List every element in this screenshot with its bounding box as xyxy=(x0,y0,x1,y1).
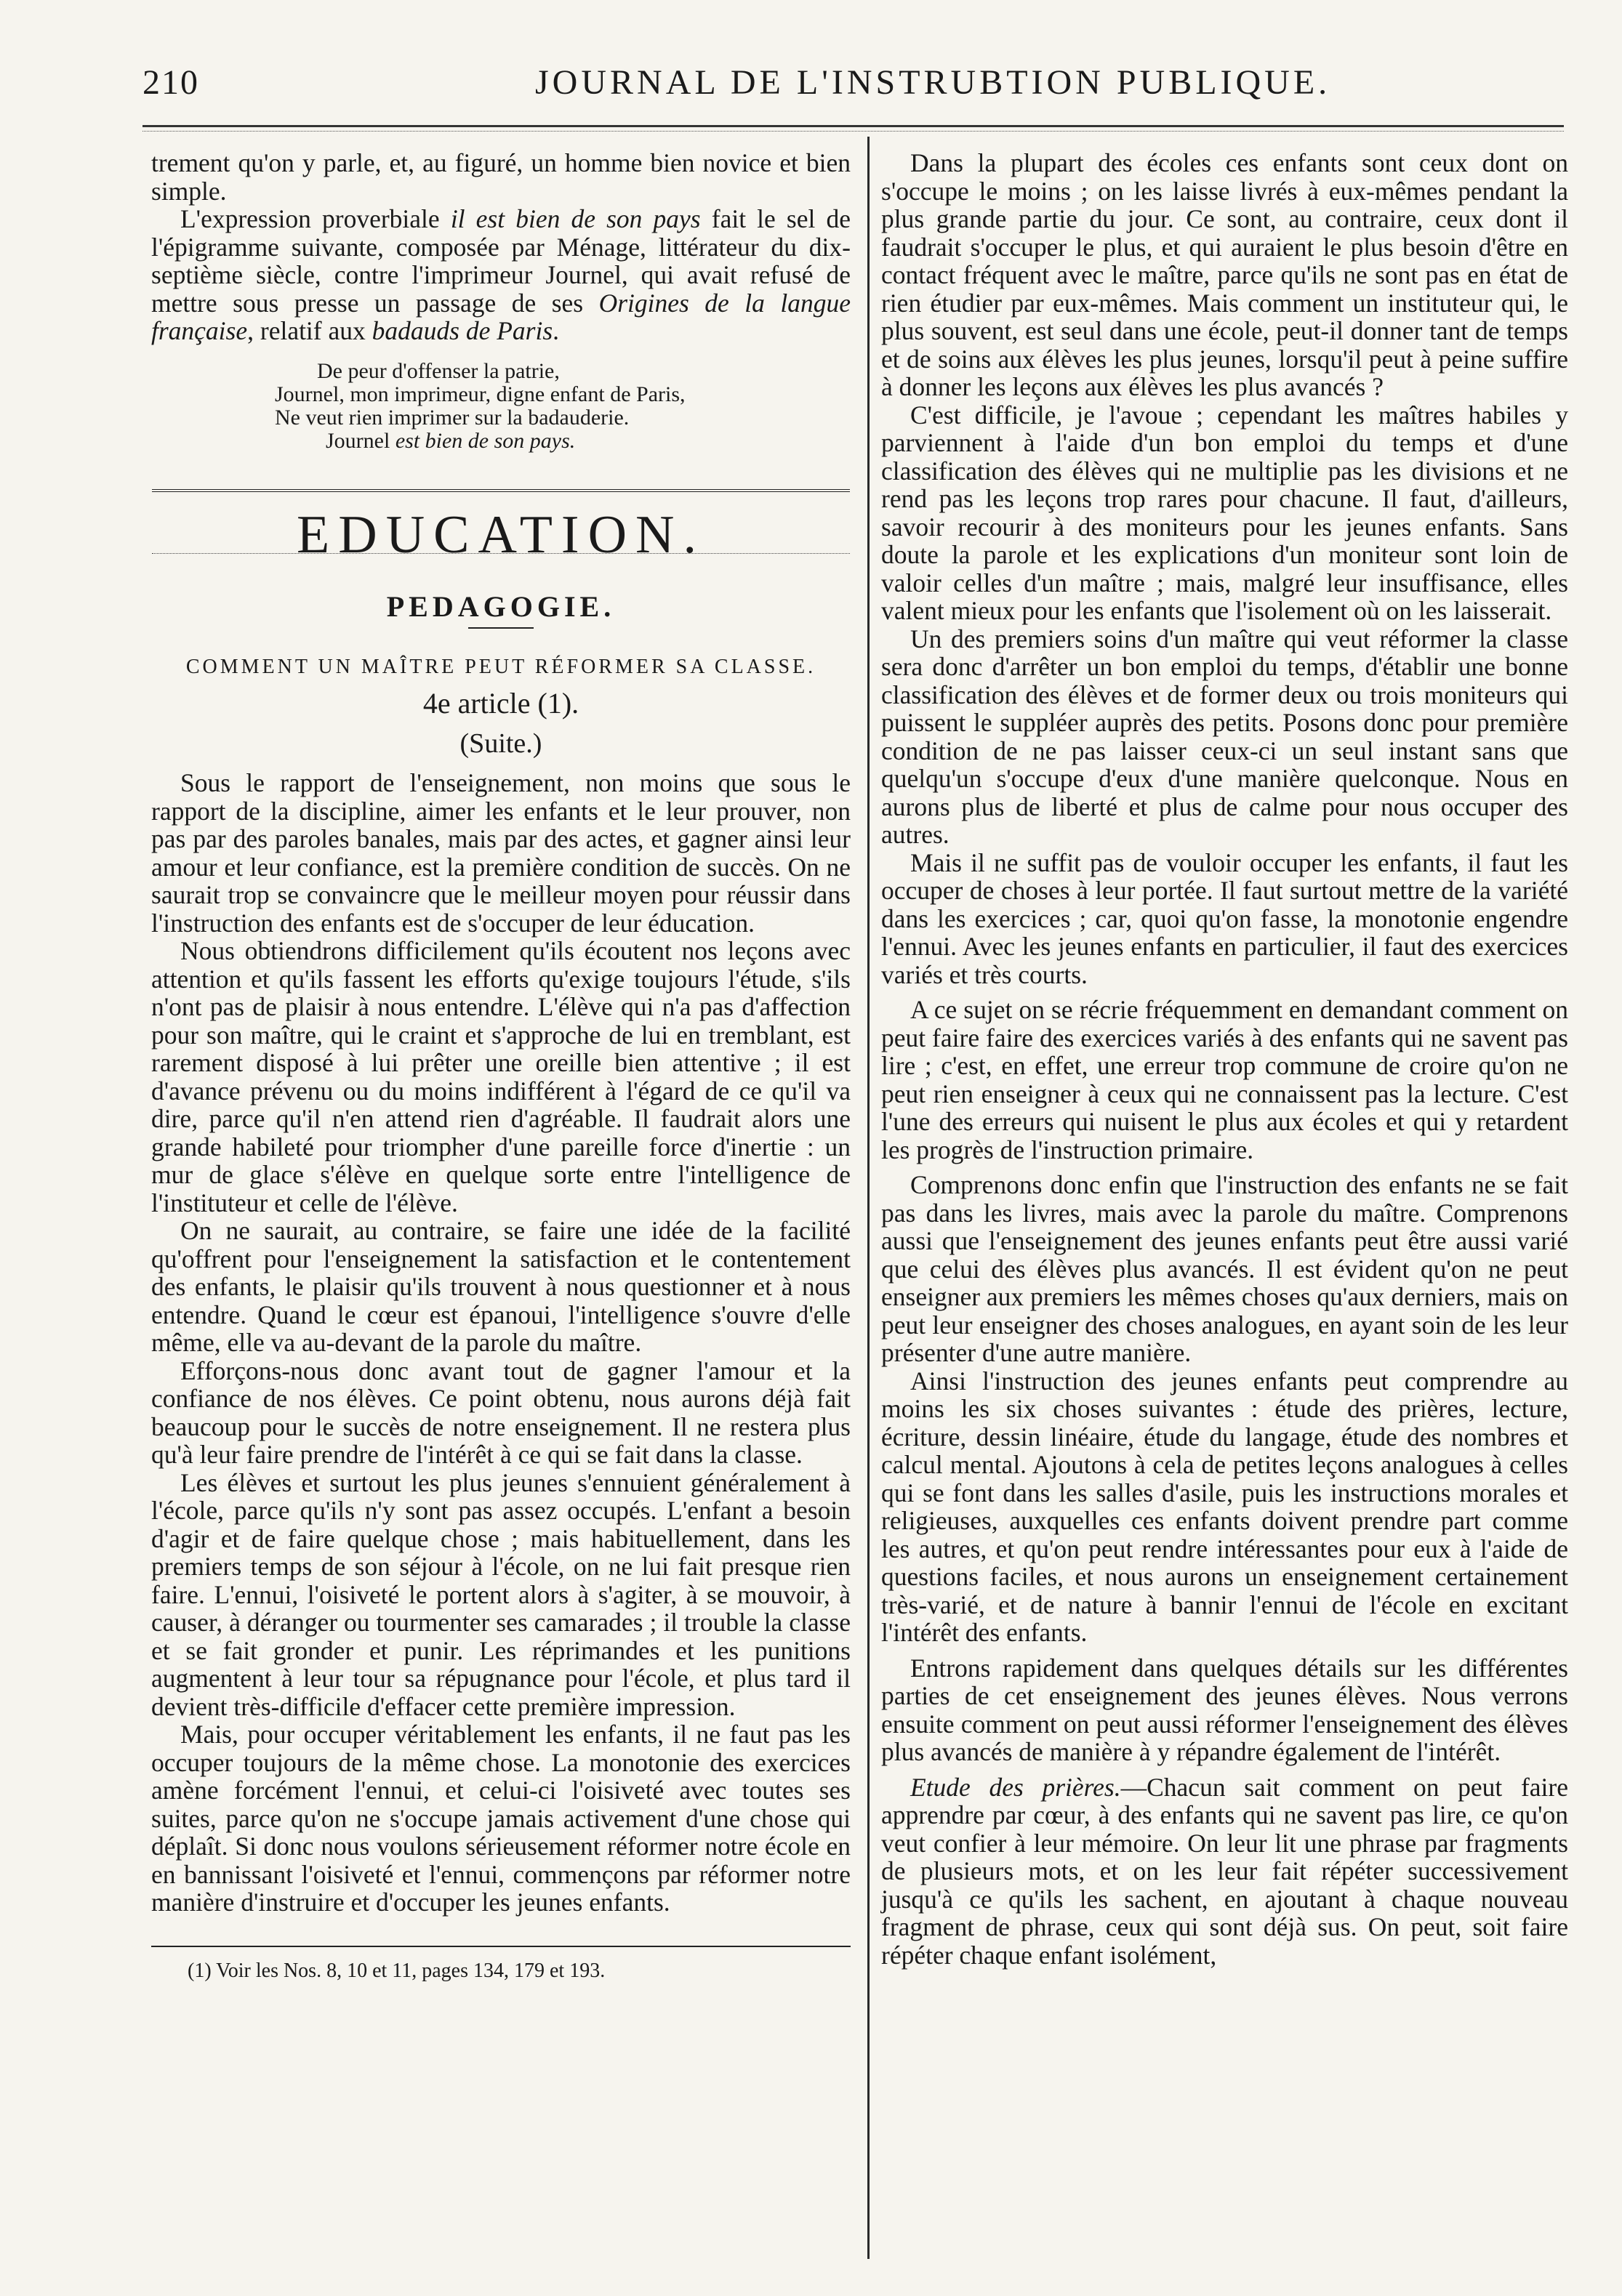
body-paragraph: Ainsi l'instruction des jeunes enfants peut comprendre au moins les six choses suivantes : étude des prières, lecture, écriture, dessin linéaire, étude du langage, étude des nombres et calcul mental. Ajoutons à cela de petites leçons analogues à celles qui se font dans les salles d'asile, puis les instructions morales et religieuses, auxquelles ces enfants doivent prendre part comme les autres, et qu'on peut rendre intéressantes pour eux à l'aide de questions faciles, et nous aurons un enseignement certainement très-varié, et de nature à bannir l'ennui de l'école en excitant l'intérêt des enfants. xyxy=(881,1366,1568,1647)
body-paragraph: Un des premiers soins d'un maître qui veut réformer la classe sera donc d'arrêter un bon emploi du temps, d'établir une bonne classification des élèves et de former deux ou trois moniteurs qui puissent le suppléer auprès des petits. Posons donc pour première condition de ne pas laisser ceux-ci un seul instant sans que quelqu'un s'occupe d'eux d'une manière quelconque. Nous en aurons plus de liberté et plus de calme pour nous occuper des autres. xyxy=(881,624,1568,849)
body-paragraph: C'est difficile, je l'avoue ; cependant les maîtres habiles y parviennent à l'aide d'un bon emploi du temps et d'une classification des élèves qui ne multiplie pas les divisions et ne rend pas les leçons trop rares pour chacune. Il faut, d'ailleurs, savoir recourir à des moniteurs pour les jeunes enfants. Sans doute la parole et les explications d'un moniteur sont loin de valoir celles d'un maître ; mais, malgré leur insuffisance, elles valent mieux pour les enfants que l'isolement où on les laisserait. xyxy=(881,400,1568,625)
body-paragraph: Sous le rapport de l'enseignement, non moins que sous le rapport de la discipline, aimer les enfants et le leur prouver, non pas par des paroles banales, mais par des actes, et gagner ainsi leur amour et leur confiance, est la première condition de succès. On ne saurait trop se convaincre que le meilleur moyen pour réussir dans l'instruction des enfants est de s'occuper de leur éducation. xyxy=(151,768,851,938)
body-paragraph: Nous obtiendrons difficilement qu'ils écoutent nos leçons avec attention et qu'ils fassent les efforts qu'exige toujours l'étude, s'ils n'ont pas de plaisir à nous entendre. L'élève qui n'a pas d'affection pour son maître, qui le craint et s'approche de lui en tremblant, est rarement disposé à lui prêter une oreille bien attentive ; il est d'avance prévenu ou du moins indifférent à l'égard de ce qu'il va dire, parce qu'il n'en attend rien d'agréable. Il faudrait alors une grande habileté pour triompher d'une pareille force d'inertie : un mur de glace s'élève en quelque sorte entre l'intelligence de l'instituteur et celle de l'élève. xyxy=(151,936,851,1217)
proverb-text-3: , relatif aux xyxy=(247,316,372,345)
footnote: (1) Voir les Nos. 8, 10 et 11, pages 134, 179 et 193. xyxy=(188,1959,606,1982)
epigram xyxy=(275,360,851,453)
body-paragraph: Mais, pour occuper véritablement les enfants, il ne faut pas les occuper toujours de la même chose. La monotonie des exercices amène forcément l'ennui, et celui-ci l'oisiveté avec toutes ses suites, parce qu'on ne s'occupe jamais activement d'une chose qui déplaît. Si donc nous voulons sérieusement réformer notre école en en bannissant l'oisiveté et l'ennui, commençons par réformer notre manière d'instruire et d'occuper les jeunes enfants. xyxy=(151,1720,851,1917)
proverb-text-4: . xyxy=(553,316,560,345)
header-dotted-rule xyxy=(142,131,1564,132)
section-title: EDUCATION. xyxy=(297,504,705,565)
proverb-italic-2: Origines de la langue française xyxy=(151,288,851,345)
proverb-italic-3: badauds de Paris xyxy=(372,316,553,345)
page-number: 210 xyxy=(142,63,199,102)
epigram-line-4-roman: Journel xyxy=(326,428,396,453)
proverb-paragraph xyxy=(151,205,851,345)
article-title: COMMENT UN MAÎTRE PEUT RÉFORMER SA CLASSE. xyxy=(185,655,816,678)
running-head xyxy=(142,44,1564,109)
column-divider xyxy=(867,137,870,2259)
header-rule xyxy=(142,125,1564,127)
body-paragraph: Efforçons-nous donc avant tout de gagner l'amour et la confiance de nos élèves. Ce point obtenu, nous aurons déjà fait beaucoup pour le succès de notre enseignement. Il ne restera plus qu'à leur faire prendre de l'intérêt à ce qui se fait dans la classe. xyxy=(151,1356,851,1469)
right-column xyxy=(881,149,1568,1969)
body-paragraph: Les élèves et surtout les plus jeunes s'ennuient généralement à l'école, parce qu'ils n'y sont pas assez occupés. L'enfant a besoin d'agir et de faire quelque chose ; mais habituellement, dans les premiers temps de son séjour à l'école, on ne lui fait presque rien faire. L'ennui, l'oisiveté le portent alors à s'agiter, à se mouvoir, à causer, à déranger ou tourmenter ses camarades ; il trouble la classe et se fait gronder et punir. Les réprimandes et les punitions augmentent à leur tour sa répugnance pour l'école, et plus tard il devient très-difficile d'effacer cette première impression. xyxy=(151,1467,851,1721)
proverb-text-1: L'expression proverbiale xyxy=(180,204,451,233)
prayers-paragraph xyxy=(881,1773,1568,1970)
section-rule xyxy=(152,489,850,492)
epigram-line: Ne veut rien imprimer sur la badauderie. xyxy=(275,405,630,430)
epigram-line-4-italic: est bien de son pays. xyxy=(395,428,576,453)
prayers-text: —Chacun sait comment on peut faire apprendre par cœur, à des enfants qui ne savent pas lire, ce qu'on veut confier à leur mémoire. On leur lit une phrase par fragments de plusieurs mots, et on les leur fait répéter successivement jusqu'à ce qu'ils les sachent, en ajoutant à chaque nouveau fragment de phrase, ceux qui sont déjà sus. On peut, soit faire répéter chaque enfant isolément, xyxy=(881,1772,1568,1970)
proverb-italic-1: il est bien de son pays xyxy=(450,204,701,233)
body-paragraph: Comprenons donc enfin que l'instruction des enfants ne se fait pas dans les livres, mais avec la parole du maître. Comprenons aussi que l'enseignement des jeunes enfants peut être aussi varié que celui des élèves plus avancés. Il est évident qu'on ne peut enseigner aux premiers les mêmes choses qu'aux derniers, mais on peut leur enseigner des choses analogues, en ayant soin de les leur présenter d'une autre manière. xyxy=(881,1170,1568,1367)
journal-title: JOURNAL DE L'INSTRUBTION PUBLIQUE. xyxy=(535,63,1331,102)
footnote-rule xyxy=(151,1946,851,1947)
epigram-line: De peur d'offenser la patrie, xyxy=(317,358,560,383)
article-suite: (Suite.) xyxy=(459,728,542,759)
body-paragraph: Mais il ne suffit pas de vouloir occuper les enfants, il faut les occuper de choses à leur portée. Il faut surtout mettre de la variété dans les exercices ; car, quoi qu'on fasse, la monotonie engendre l'ennui. Avec les jeunes enfants en particulier, il faut des exercices variés et très courts. xyxy=(881,847,1568,989)
epigram-line: Journel, mon imprimeur, digne enfant de Paris, xyxy=(275,382,686,406)
body-paragraph: Dans la plupart des écoles ces enfants sont ceux dont on s'occupe le moins ; on les laisse livrés à eux-mêmes pendant la plus grande partie du jour. Ce sont, au contraire, ceux dont il faudrait s'occuper le plus, et qui auraient le plus besoin d'être en contact fréquent avec le maître, parce qu'ils ne sont pas en état de rien étudier par eux-mêmes. Mais comment un instituteur qui, le plus souvent, est seul dans une école, peut-il donner tant de temps et de soins aux élèves les plus jeunes, lorsqu'il peut à peine suffire à donner les leçons aux élèves les plus avancés ? xyxy=(881,148,1568,401)
epigram-line xyxy=(275,430,851,453)
article-number: 4e article (1). xyxy=(422,687,579,720)
intro-paragraph: trement qu'on y parle, et, au figuré, un homme bien novice et bien simple. xyxy=(151,148,851,206)
body-paragraph: A ce sujet on se récrie fréquemment en demandant comment on peut faire faire des exercices variés à des enfants qui ne savent pas lire ; c'est, en effet, une erreur trop commune de croire qu'on ne peut rien enseigner à ceux qui ne connaissent pas la lecture. C'est l'une des erreurs qui nuisent le plus aux écoles et qui y retardent les progrès de l'instruction primaire. xyxy=(881,995,1568,1164)
proverb-text-2: fait le sel de l'épigramme suivante, composée par Ménage, littérateur du dix-septième siècle, contre l'imprimeur Journel, qui avait refusé de mettre sous presse un passage de ses xyxy=(151,204,851,318)
left-column xyxy=(151,149,851,1982)
body-paragraph: Entrons rapidement dans quelques détails sur les différentes parties de cet enseignement des jeunes élèves. Nous verrons ensuite comment on peut aussi réformer l'enseignement des élèves plus avancés de manière à y répandre également de l'intérêt. xyxy=(881,1653,1568,1766)
subsection-title: PEDAGOGIE. xyxy=(386,590,616,623)
prayers-heading: Etude des prières. xyxy=(910,1772,1121,1802)
paragraph-gap xyxy=(881,1647,1568,1654)
short-rule xyxy=(468,627,534,629)
body-paragraph: On ne saurait, au contraire, se faire une idée de la facilité qu'offrent pour l'enseignement la satisfaction et le contentement des enfants, le plaisir qu'ils trouvent à nous questionner et à nous entendre. Quand le cœur est épanoui, l'intelligence s'ouvre d'elle même, elle va au-devant de la parole du maître. xyxy=(151,1216,851,1357)
